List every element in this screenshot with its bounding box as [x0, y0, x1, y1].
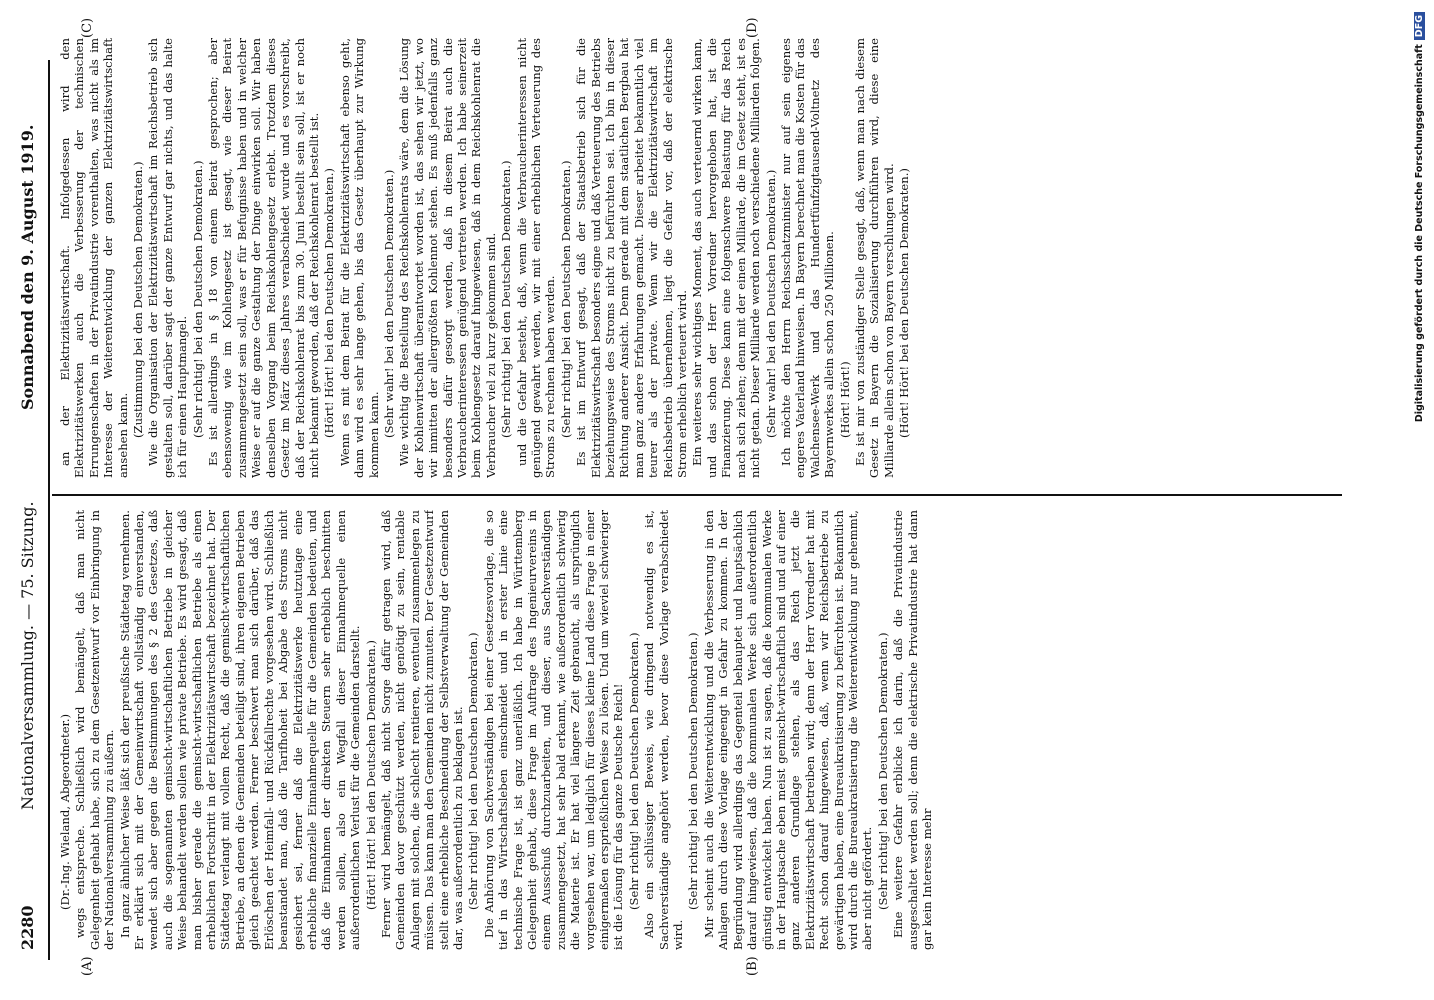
session-date: Sonnabend den 9. August 1919.: [18, 124, 37, 410]
paragraph: (Hört! Hört! bei den Deutschen Demokraten.): [363, 640, 378, 910]
paragraph: Wie die Organisation der Elektrizitätswirtschaft im Reichsbetrieb sich gestalten soll, darüber sagt der ganze Entwurf gar nichts, und das halte ich für einen Hauptmangel.: [146, 38, 190, 478]
credit-text: Digitalisierung gefördert durch die Deutsche Forschungsgemeinschaft: [1414, 44, 1425, 423]
text-column-left: [58, 510, 1348, 950]
paragraph: (Sehr wahr! bei den Deutschen Demokraten.): [381, 169, 396, 438]
header-rule: [48, 60, 50, 960]
margin-mark-a: (A): [80, 956, 95, 976]
paragraph: Die Anhörung von Sachverständigen bei einer Gesetzesvorlage, die so tief in das Wirtschaftsleben einschneidet und in erster Linie eine technische Frage ist, ist ganz unerläßlich. Ich habe in Württemberg Gelegenheit gehabt, diese Frage im Auftrage des Ingenieurvereins in einem Ausschuß durchzuarbeiten, und dieser, aus Sachverständigen zusammengesetzt, hat sehr bald erkannt, wie außerordentlich schwierig die Materie ist. Er hat viel längere Zeit gebraucht, als ursprünglich vorgesehen war, um lediglich für dieses kleine Land diese Frage in einer einigermaßen ersprießlichen Weise zu lösen. Und um wieviel schwieriger ist die Lösung für das ganze Deutsche Reich!: [481, 510, 626, 950]
paragraph: (Sehr richtig! bei den Deutschen Demokraten.): [558, 160, 573, 438]
paragraph: (Hört! Hört!): [837, 361, 852, 438]
paragraph: (Sehr richtig! bei den Deutschen Demokraten.): [626, 632, 641, 910]
paragraph: wegs entspreche. Schließlich wird bemängelt, daß man nicht Gelegenheit gehabt habe, sich zu dem Gesetzentwurf vor Einbringung in der Nationalversammlung zu äußern.: [73, 510, 117, 950]
paragraph: an der Elektrizitätswirtschaft. Infolgedessen wird den Elektrizitätswerken auch die Verbesserung der technischen Errungenschaften in der Privatindustrie vorenthalten, was nicht als im Interesse der Weiterentwicklung der ganzen Elektrizitätswirtschaft ansehen kann.: [58, 38, 130, 478]
paragraph: (Sehr richtig! bei den Deutschen Demokraten.): [466, 632, 481, 910]
digitization-credit: [1414, 6, 1430, 996]
paragraph: In ganz ähnlicher Weise läßt sich der preußische Städtetag vernehmen. Er erklärt sich mit der Gemeinwirtschaft vollständig einverstanden, wendet sich aber gegen die Bestimmungen des § 2 des Gesetzes, daß auch die sogenannten gemischt-wirtschaftlichen Betriebe in gleicher Weise behandelt werden sollen wie private Betriebe. Es wird gesagt, daß man bisher gerade die gemischt-wirtschaftlichen Betriebe als einen erheblichen Fortschritt in der Elektrizitätswirtschaft bezeichnet hat. Der Städtetag verlangt mit vollem Recht, daß die gemischt-wirtschaftlichen Betriebe, an denen die Gemeinden beteiligt sind, ihren eigenen Betrieben gleich geachtet werden. Ferner beschwert man sich darüber, daß das Erlöschen der Heimfall- und Rückfallrechte vorgesehen wird. Schließlich beanstandet man, daß die Tarifhoheit bei Abgabe des Stroms nicht gesichert sei, ferner daß die Elektrizitätswerke heutzutage eine erhebliche finanzielle Einnahmequelle für die Gemeinden bedeuten, und daß die Einnahmen der direkten Steuern sehr erheblich beschnitten werden sollen, also ein Wegfall dieser Einnahmequelle einen außerordentlichen Verlust für die Gemeinden darstellt.: [117, 510, 363, 950]
paragraph: (Sehr richtig! bei den Deutschen Demokraten.): [686, 632, 701, 910]
paragraph: (Zustimmung bei den Deutschen Demokraten.): [131, 161, 146, 438]
dfg-logo: DFG: [1414, 12, 1425, 40]
paragraph: (Sehr richtig! bei den Deutschen Demokraten.): [875, 632, 890, 910]
paragraph: Also ein schlüssiger Beweis, wie dringend notwendig es ist, Sachverständige angehört werden, bevor diese Vorlage verabschiedet wird.: [642, 510, 686, 950]
margin-mark-c: (C): [80, 17, 95, 38]
paragraph: Ferner wird bemängelt, daß nicht Sorge dafür getragen wird, daß Gemeinden davor geschützt werden, nicht genötigt zu sein, rentable Anlagen mit solchen, die schlecht rentieren, eventuell zusammenlegen zu müssen. Das kann man den Gemeinden nicht zumuten. Der Gesetzentwurf stellt eine erhebliche Beschneidung der Selbstverwaltung der Gemeinden dar, was außerordentlich zu beklagen ist.: [378, 510, 465, 950]
text-column-right: [58, 38, 1348, 478]
paragraph: Wie wichtig die Bestellung des Reichskohlenrats wäre, dem die Lösung der Kohlenwirtschaft überantwortet worden ist, das sehen wir jetzt, wo wir inmitten der allergrößten Kohlennot stehen. Es muß jedenfalls ganz besonders dafür gesorgt werden, daß in diesem Beirat auch die Verbraucherinteressen genügend vertreten werden. Ich habe seinerzeit beim Kohlengesetz darauf hingewiesen, daß in dem Reichskohlenrat die Verbraucher viel zu kurz gekommen sind.: [397, 38, 498, 478]
column-divider: [52, 495, 1342, 497]
paragraph: (Hört! Hört! bei den Deutschen Demokraten.): [897, 168, 912, 438]
paragraph: (Sehr richtig! bei den Deutschen Demokraten.): [190, 160, 205, 438]
paragraph: Es ist mir von zuständiger Stelle gesagt, daß, wenn man nach diesem Gesetz in Bayern die Sozialisierung durchführen wird, diese eine Milliarde allein schon von Bayern verschlungen wird.: [852, 38, 896, 478]
page-number: 2280: [18, 905, 37, 950]
page-header: [10, 80, 44, 970]
paragraph: Es ist allerdings in § 18 von einem Beirat gesprochen; aber ebensowenig wie im Kohlengesetz ist gesagt, wie dieser Beirat zusammengesetzt sein soll, was er für Befugnisse haben und in welcher Weise er auf die ganze Gestaltung der Dinge einwirken soll. Wir haben denselben Vorgang beim Reichskohlengesetz erlebt. Trotzdem dieses Gesetz im März dieses Jahres verabschiedet wurde und es vorschreibt, daß der Reichskohlenrat bis zum 30. Juni bestellt sein soll, ist er noch nicht bekannt geworden, daß der Reichskohlenrat bestellt ist.: [206, 38, 321, 478]
paragraph: und die Gefahr besteht, daß, wenn die Verbraucherinteressen nicht genügend gewahrt werden, wir mit einer erheblichen Verteuerung des Stroms zu rechnen haben werden.: [514, 38, 558, 478]
paragraph: Es ist im Entwurf gesagt, daß der Staatsbetrieb sich für die Elektrizitätswirtschaft besonders eigne und daß Verteuerung des Betriebs beziehungsweise des Stroms nicht zu befürchten sei. Ich bin in dieser Richtung anderer Ansicht. Denn gerade mit dem staatlichen Bergbau hat man ganz andere Erfahrungen gemacht. Dieser arbeitet bekanntlich viel teurer als der private. Wenn wir die Elektrizitätswirtschaft im Reichsbetrieb übernehmen, liegt die Gefahr vor, daß der elektrische Strom erheblich verteuert wird.: [574, 38, 690, 478]
margin-mark-d: (D): [745, 17, 760, 38]
paragraph: Ich möchte den Herrn Reichsschatzminister nur auf sein eigenes engeres Vaterland hinweisen. In Bayern berechnet man die Kosten für das Walchensee-Werk und das Hundertfünfzigtausend-Voltnetz des Bayernwerkes allein schon 250 Millionen.: [778, 38, 837, 478]
paragraph: Wenn es mit dem Beirat für die Elektrizitätswirtschaft ebenso geht, dann wird es sehr lange gehen, bis das Gesetz überhaupt zur Wirkung kommen kann.: [337, 38, 381, 478]
paragraph: (Sehr wahr! bei den Deutschen Demokraten.): [763, 169, 778, 438]
paragraph: Eine weitere Gefahr erblicke ich darin, daß die Privatindustrie ausgeschaltet werden soll; denn die elektrische Privatindustrie hat dann gar kein Interesse mehr: [891, 510, 934, 950]
paragraph: Ein weiteres sehr wichtiges Moment, das auch verteuernd wirken kann, und das schon der Herr Vorredner hervorgehoben hat, ist die Finanzierung. Diese kann eine folgenschwere Belastung für das Reich nach sich ziehen; denn mit der einen Milliarde, die im Gesetz steht, ist es nicht getan. Dieser Milliarde werden noch verschiedene Milliarden folgen.: [690, 38, 763, 478]
paragraph: (Sehr richtig! bei den Deutschen Demokraten.): [499, 160, 514, 438]
running-title: Nationalversammlung. — 75. Sitzung.: [18, 501, 37, 810]
margin-mark-b: (B): [745, 956, 760, 976]
paragraph: Mir scheint auch die Weiterentwicklung und die Verbesserung in den Anlagen durch diese Vorlage eingeengt in Gefahr zu kommen. In der Begründung wird allerdings das Gegenteil behauptet und hauptsächlich darauf hingewiesen, daß die kommunalen Werke sich außerordentlich günstig entwickelt haben. Nun ist zu sagen, daß die kommunalen Werke in der Hauptsache eben meist gemischt-wirtschaftlich sind und auf einer ganz anderen Grundlage stehen, als das Reich jetzt die Elektrizitätswirtschaft betreiben wird; denn der Herr Vorredner hat mit Recht schon darauf hingewiesen, daß, wenn wir Reichsbetriebe zu gewärtigen haben, eine Bureaukratisierung zu befürchten ist. Bekanntlich wird durch die Bureaukratisierung die Weiterentwicklung nur gehemmt, aber nicht gefördert.: [701, 510, 875, 950]
paragraph: (Hört! Hört! bei den Deutschen Demokraten.): [322, 168, 337, 438]
paragraph: (Dr.-Ing. Wieland, Abgeordneter.): [58, 713, 72, 910]
